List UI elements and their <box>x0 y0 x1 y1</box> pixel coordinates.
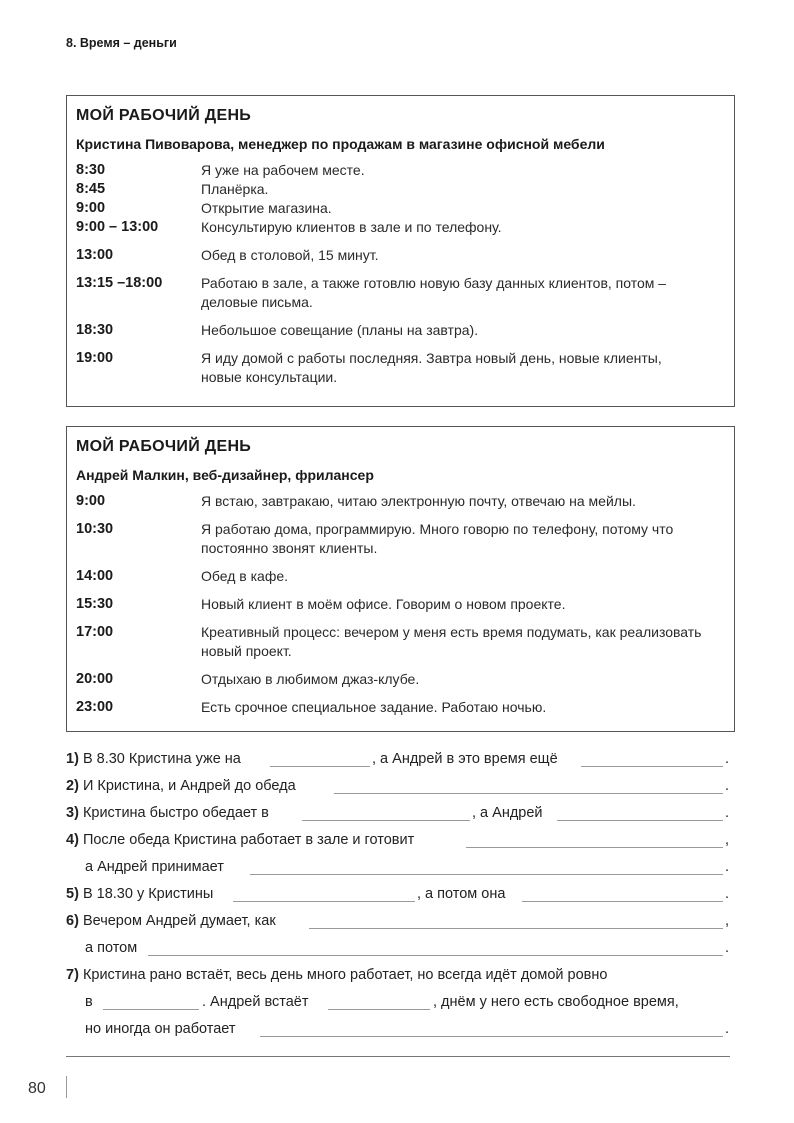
schedule-text: Обед в столовой, 15 минут. <box>201 247 379 263</box>
schedule-text: Работаю в зале, а также готовлю новую базу данных клиентов, потом – деловые письма. <box>201 275 667 310</box>
answer-blank[interactable] <box>250 874 723 875</box>
schedule-text: Небольшое совещание (планы на завтра). <box>201 322 479 338</box>
answer-blank[interactable] <box>581 766 723 767</box>
exercise-text: но иногда он работает <box>85 1021 236 1037</box>
answer-blank[interactable] <box>522 901 723 902</box>
exercise-punct: . <box>725 940 730 956</box>
schedule-row <box>76 520 725 558</box>
schedule-row <box>76 492 725 511</box>
schedule-time: 18:30 <box>76 322 114 338</box>
exercise-text: , а Андрей в это время ещё <box>372 751 558 767</box>
schedule-text: Консультирую клиентов в зале и по телефону. <box>201 219 502 235</box>
exercise-text: После обеда Кристина работает в зале и готовит <box>82 832 415 848</box>
answer-blank[interactable] <box>309 928 723 929</box>
exercise-text: в <box>85 994 93 1010</box>
answer-blank[interactable] <box>103 1009 199 1010</box>
schedule-row <box>76 180 725 199</box>
schedule-time: 10:30 <box>76 521 114 537</box>
schedule-row <box>76 246 725 265</box>
exercise-punct: . <box>725 751 730 767</box>
exercise-text: , днём у него есть свободное время, <box>433 994 679 1010</box>
schedule-text: Новый клиент в моём офисе. Говорим о новом проекте. <box>201 596 566 612</box>
exercise-3 <box>66 803 730 830</box>
schedule-time: 13:15 –18:00 <box>76 275 163 291</box>
schedule-time: 20:00 <box>76 671 114 687</box>
schedule-text: Креативный процесс: вечером у меня есть время подумать, как реализовать новый проект. <box>201 624 702 659</box>
schedule-text: Есть срочное специальное задание. Работаю ночью. <box>201 699 547 715</box>
exercise-text: Вечером Андрей думает, как <box>82 913 276 929</box>
schedule-time: 19:00 <box>76 350 114 366</box>
schedule-row <box>76 670 725 689</box>
exercise-5 <box>66 884 730 911</box>
schedule-time: 9:00 – 13:00 <box>76 219 159 235</box>
schedule-time: 13:00 <box>76 247 114 263</box>
schedule-row <box>76 274 725 312</box>
schedule-box-kristina <box>66 95 735 407</box>
section-header: 8. Время – деньги <box>66 36 177 50</box>
exercise-6-cont <box>66 938 730 965</box>
schedule-text: Я встаю, завтракаю, читаю электронную почту, отвечаю на мейлы. <box>201 493 636 509</box>
page-number-divider <box>66 1076 67 1098</box>
exercise-text: В 8.30 Кристина уже на <box>82 751 241 767</box>
schedule-text: Я уже на рабочем месте. <box>201 162 365 178</box>
schedule-text: Обед в кафе. <box>201 568 289 584</box>
answer-blank[interactable] <box>302 820 470 821</box>
box-person: Кристина Пивоварова, менеджер по продажам в магазине офисной мебели <box>76 136 605 152</box>
box-person: Андрей Малкин, веб-дизайнер, фрилансер <box>76 467 374 483</box>
schedule-rows <box>76 161 725 387</box>
answer-blank[interactable] <box>328 1009 430 1010</box>
answer-blank[interactable] <box>334 793 723 794</box>
schedule-row <box>76 321 725 340</box>
schedule-time: 9:00 <box>76 493 106 509</box>
exercise-text: Кристина быстро обедает в <box>82 805 269 821</box>
schedule-box-andrey <box>66 426 735 732</box>
schedule-row <box>76 199 725 218</box>
exercise-text: , а Андрей <box>472 805 543 821</box>
schedule-row <box>76 595 725 614</box>
exercise-7-cont2 <box>66 1019 730 1046</box>
exercise-text: а Андрей принимает <box>85 859 224 875</box>
schedule-text: Отдыхаю в любимом джаз-клубе. <box>201 671 420 687</box>
schedule-time: 15:30 <box>76 596 114 612</box>
exercise-number: 3) <box>66 805 79 821</box>
box-title: МОЙ РАБОЧИЙ ДЕНЬ <box>76 107 252 124</box>
schedule-row <box>76 623 725 661</box>
exercise-punct: . <box>725 1021 730 1037</box>
answer-blank[interactable] <box>557 820 723 821</box>
exercise-7-cont <box>66 992 730 1019</box>
exercise-2 <box>66 776 730 803</box>
schedule-row <box>76 161 725 180</box>
exercise-text: Кристина рано встаёт, весь день много работает, но всегда идёт домой ровно <box>82 967 608 983</box>
exercise-number: 1) <box>66 751 79 767</box>
schedule-time: 14:00 <box>76 568 114 584</box>
exercise-number: 2) <box>66 778 79 794</box>
schedule-text: Я работаю дома, программирую. Много говорю по телефону, потому что постоянно звонят клиенты. <box>201 521 674 556</box>
answer-blank[interactable] <box>270 766 370 767</box>
box-title: МОЙ РАБОЧИЙ ДЕНЬ <box>76 438 252 455</box>
exercise-punct: , <box>725 832 730 848</box>
exercise-punct: . <box>725 859 730 875</box>
exercise-number: 5) <box>66 886 79 902</box>
answer-blank[interactable] <box>233 901 415 902</box>
exercise-text: И Кристина, и Андрей до обеда <box>82 778 296 794</box>
exercise-punct: . <box>725 805 730 821</box>
schedule-time: 23:00 <box>76 699 114 715</box>
exercise-7 <box>66 965 730 992</box>
footer-divider <box>66 1056 730 1057</box>
exercise-1 <box>66 749 730 776</box>
exercise-text: , а потом она <box>417 886 506 902</box>
exercise-text: . Андрей встаёт <box>202 994 309 1010</box>
schedule-time: 8:30 <box>76 162 106 178</box>
answer-blank[interactable] <box>260 1036 723 1037</box>
page-number: 80 <box>28 1080 46 1097</box>
answer-blank[interactable] <box>466 847 723 848</box>
exercise-6 <box>66 911 730 938</box>
schedule-text: Планёрка. <box>201 181 269 197</box>
exercise-punct: , <box>725 913 730 929</box>
exercise-punct: . <box>725 778 730 794</box>
exercise-text: В 18.30 у Кристины <box>82 886 214 902</box>
exercise-list <box>66 749 730 1046</box>
schedule-row <box>76 567 725 586</box>
schedule-row <box>76 218 725 237</box>
schedule-time: 9:00 <box>76 200 106 216</box>
schedule-text: Я иду домой с работы последняя. Завтра новый день, новые клиенты, новые консультации. <box>201 350 662 385</box>
schedule-time: 8:45 <box>76 181 106 197</box>
exercise-number: 4) <box>66 832 79 848</box>
exercise-4 <box>66 830 730 857</box>
exercise-text: а потом <box>85 940 138 956</box>
schedule-text: Открытие магазина. <box>201 200 332 216</box>
exercise-punct: . <box>725 886 730 902</box>
schedule-rows <box>76 492 725 717</box>
exercise-number: 7) <box>66 967 79 983</box>
exercise-number: 6) <box>66 913 79 929</box>
schedule-time: 17:00 <box>76 624 114 640</box>
schedule-row <box>76 698 725 717</box>
exercise-4-cont <box>66 857 730 884</box>
answer-blank[interactable] <box>148 955 723 956</box>
schedule-row <box>76 349 725 387</box>
